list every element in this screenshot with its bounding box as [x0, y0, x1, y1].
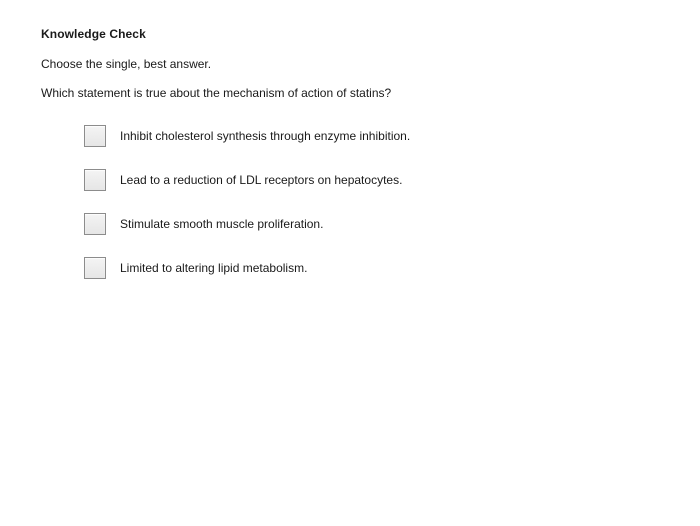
- answer-options: [84, 124, 644, 300]
- question-text: Which statement is true about the mechanism of action of statins?: [41, 86, 392, 100]
- instruction-text: Choose the single, best answer.: [41, 57, 212, 71]
- answer-option-1[interactable]: [84, 124, 644, 148]
- answer-checkbox-1[interactable]: [84, 125, 106, 147]
- answer-label-4[interactable]: Limited to altering lipid metabolism.: [120, 261, 308, 275]
- answer-option-2[interactable]: [84, 168, 644, 192]
- page-title: Knowledge Check: [41, 27, 146, 41]
- answer-label-2[interactable]: Lead to a reduction of LDL receptors on hepatocytes.: [120, 173, 403, 187]
- answer-option-4[interactable]: [84, 256, 644, 280]
- answer-checkbox-2[interactable]: [84, 169, 106, 191]
- answer-checkbox-4[interactable]: [84, 257, 106, 279]
- answer-label-3[interactable]: Stimulate smooth muscle proliferation.: [120, 217, 324, 231]
- answer-option-3[interactable]: [84, 212, 644, 236]
- answer-checkbox-3[interactable]: [84, 213, 106, 235]
- answer-label-1[interactable]: Inhibit cholesterol synthesis through enzyme inhibition.: [120, 129, 411, 143]
